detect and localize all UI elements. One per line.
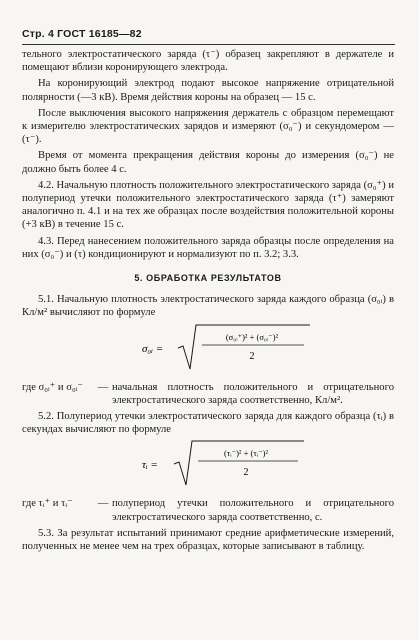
- document-body: [22, 48, 394, 556]
- where-sigma-text: начальная плотность положительного и отрицательного электростатического заряда соответственно, Кл/м².: [112, 381, 394, 406]
- paragraph-measurement: После выключения высокого напряжения держатель с образцом перемещают к измерителю электростатических зарядов и измеряют (σ₀⁻) и секундомером — (τ⁻).: [22, 107, 394, 146]
- formula-tau-lhs: τᵢ =: [142, 459, 158, 472]
- where-clause-sigma: [22, 381, 394, 407]
- header-rule: [22, 44, 395, 45]
- paragraph-continuation: тельного электростатического заряда (τ⁻) образец закрепляют в держателе и помещают вблизи коронирующего электрода.: [22, 49, 394, 74]
- where-sigma-symbol: где σ₀ᵢ⁺ и σ₀ᵢ⁻: [22, 381, 83, 393]
- formula-sigma-svg: [142, 323, 342, 375]
- formula-sigma-denominator: 2: [249, 350, 255, 362]
- formula-sigma-lhs: σ₀ᵢ =: [142, 342, 164, 355]
- formula-tau-denominator: 2: [243, 467, 249, 479]
- paragraph-5-3: 5.3. За результат испытаний принимают средние арифметические измерений, полученных не менее чем на трех образцах, которые записывают в таблицу.: [22, 527, 394, 553]
- paragraph-time-limit: Время от момента прекращения действия короны до измерения (σ₀⁻) не должно быть более 4 с.: [22, 150, 394, 175]
- section-title: 5. ОБРАБОТКА РЕЗУЛЬТАТОВ: [134, 273, 282, 284]
- formula-tau-svg: [142, 439, 342, 491]
- where-tau-dash: —: [97, 498, 109, 510]
- paragraph-5-1: 5.1. Начальную плотность электростатического заряда каждого образца (σ₀ᵢ) в Кл/м² вычисляют по формуле: [22, 294, 394, 319]
- where-clause-tau: [22, 497, 394, 523]
- formula-tau-numerator: (τᵢ⁻)² + (τᵢ⁻)²: [223, 448, 269, 459]
- paragraph-5-2: 5.2. Полупериод утечки электростатического заряда для каждого образца (τᵢ) в секундах вычисляют по формуле: [22, 411, 394, 436]
- formula-sigma: [22, 323, 394, 375]
- where-tau-symbol: где τᵢ⁺ и τᵢ⁻: [22, 498, 73, 510]
- where-tau-text: полупериод утечки положительного и отрицательного электростатического заряда соответственно, с.: [112, 498, 394, 523]
- paragraph-4-2: 4.2. Начальную плотность положительного электростатического заряда (σ₀⁺) и полупериод утечки положительного электростатического заряда (τ⁺) замеряют аналогично п. 4.1 и на тех же образцах после воздействия положительной короны (+3 кВ) в течение 15 с.: [22, 179, 394, 231]
- where-sigma-dash: —: [97, 381, 109, 393]
- formula-tau: [22, 439, 394, 491]
- page-header: Стр. 4 ГОСТ 16185—82: [22, 28, 142, 40]
- formula-sigma-numerator: (σ₀ᵢ⁺)² + (σ₀ᵢ⁻)²: [225, 331, 279, 342]
- paragraph-4-3: 4.3. Перед нанесением положительного заряда образцы после определения на них (σ₀⁻) и (τ) кондиционируют и нормализуют по п. 3.2; 3.3.: [22, 235, 394, 260]
- paragraph-corona-voltage: На коронирующий электрод подают высокое напряжение отрицательной полярности (—3 кВ). Время действия короны на образец — 15 с.: [22, 78, 394, 103]
